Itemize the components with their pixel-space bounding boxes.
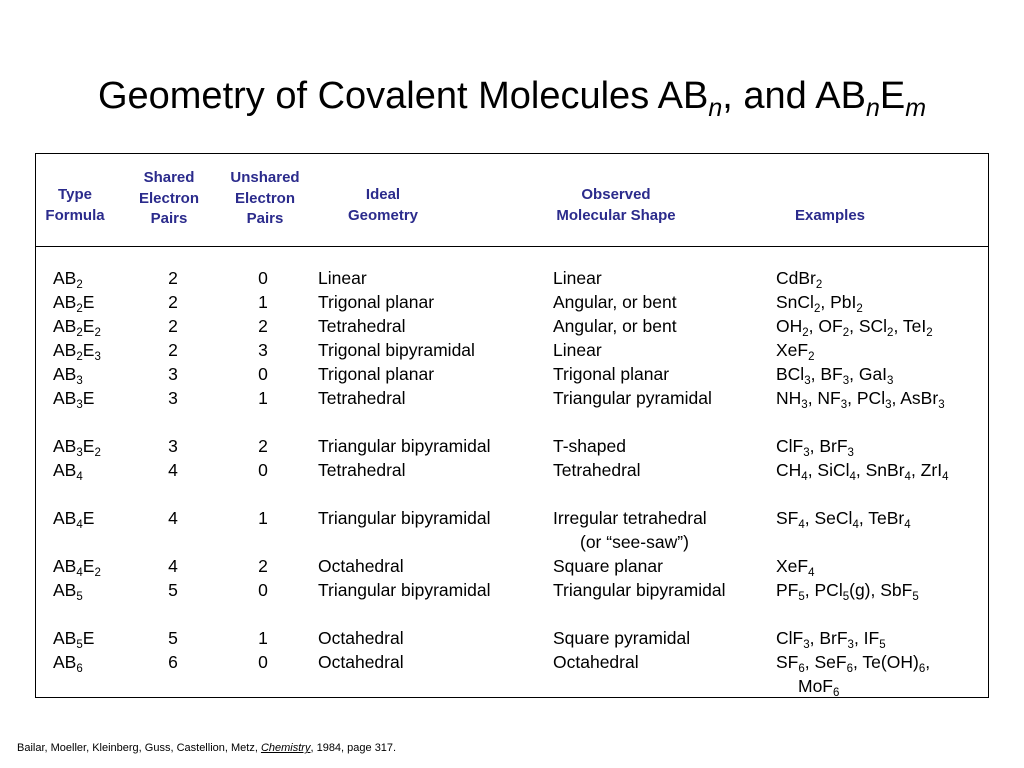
unshared-pairs-cell: 0 <box>258 460 268 480</box>
subscript: 4 <box>808 567 815 579</box>
unshared-pairs-cell: 2 <box>258 316 268 336</box>
subscript: 5 <box>76 591 83 603</box>
text-segment: AB <box>53 364 77 384</box>
text-segment: , SeF <box>804 652 847 672</box>
subscript: 2 <box>926 327 933 339</box>
text-segment: E <box>82 292 95 312</box>
text-segment: , IF <box>853 628 880 648</box>
subscript: 2 <box>94 327 101 339</box>
subscript: 4 <box>904 519 911 531</box>
type-formula-cell <box>53 364 83 387</box>
text-segment: AB <box>53 652 77 672</box>
subscript: 3 <box>842 375 850 387</box>
subscript: 3 <box>803 639 810 651</box>
type-formula-cell <box>53 556 101 579</box>
type-formula-cell <box>53 508 95 531</box>
subscript: 4 <box>798 519 805 531</box>
text-segment: SF <box>776 508 799 528</box>
subscript: 4 <box>849 471 856 483</box>
shared-pairs-cell: 4 <box>168 460 178 480</box>
examples-cell <box>776 580 919 603</box>
unshared-pairs-cell: 3 <box>258 340 268 360</box>
text-segment: , SnBr <box>855 460 905 480</box>
subscript: 2 <box>842 327 850 339</box>
text-segment: ClF <box>776 628 804 648</box>
shared-pairs-cell: 5 <box>168 580 178 600</box>
subscript: 5 <box>912 591 919 603</box>
subscript: 5 <box>842 591 850 603</box>
subscript: 3 <box>76 447 83 459</box>
subscript: 2 <box>802 327 809 339</box>
unshared-pairs-cell: 1 <box>258 628 268 648</box>
subscript: 4 <box>76 471 83 483</box>
examples-cell <box>776 436 854 459</box>
examples-cell <box>776 388 945 411</box>
text-segment: AB <box>53 460 77 480</box>
subscript: 2 <box>94 567 101 579</box>
ideal-geometry-cell: Octahedral <box>318 556 404 576</box>
shared-pairs-cell: 2 <box>168 316 178 336</box>
subscript: 5 <box>76 639 83 651</box>
unshared-pairs-cell: 0 <box>258 652 268 672</box>
text-segment: AB <box>53 628 77 648</box>
text-segment: NH <box>776 388 802 408</box>
observed-shape-cell: Tetrahedral <box>553 460 641 480</box>
text-segment: , <box>925 652 931 672</box>
text-segment: E <box>82 340 95 360</box>
subscript: 6 <box>833 687 840 699</box>
observed-shape-cell: Irregular tetrahedral <box>553 508 707 528</box>
subscript: 6 <box>798 663 805 675</box>
type-formula-cell <box>53 388 95 411</box>
shared-pairs-cell: 2 <box>168 292 178 312</box>
text-segment: BCl <box>776 364 805 384</box>
subscript: 5 <box>798 591 805 603</box>
subscript: 2 <box>76 303 83 315</box>
ideal-geometry-cell: Octahedral <box>318 628 404 648</box>
subscript: 2 <box>887 327 894 339</box>
header-observed-shape: Observed Molecular Shape <box>556 186 676 224</box>
unshared-pairs-cell: 1 <box>258 388 268 408</box>
text-segment: AB <box>53 388 77 408</box>
subscript: 6 <box>918 663 926 675</box>
page-title: Geometry of Covalent Molecules $AB_n$, and $AB_nE_m$ <box>97 75 927 122</box>
shared-pairs-cell: 3 <box>168 364 178 384</box>
observed-shape-cell: Triangular pyramidal <box>553 388 712 408</box>
subscript: 6 <box>76 663 83 675</box>
text-segment: OH <box>776 316 803 336</box>
unshared-pairs-cell: 2 <box>258 436 268 456</box>
type-formula-cell <box>53 316 101 339</box>
examples-cell <box>776 316 933 339</box>
text-segment: E <box>82 436 95 456</box>
unshared-pairs-cell: 2 <box>258 556 268 576</box>
subscript: 4 <box>76 567 83 579</box>
ideal-geometry-cell: Octahedral <box>318 652 404 672</box>
type-formula-cell <box>53 268 83 291</box>
subscript: 4 <box>904 471 911 483</box>
subscript: 3 <box>803 447 810 459</box>
ideal-geometry-cell: Triangular bipyramidal <box>318 580 491 600</box>
text-segment: , ZrI <box>910 460 943 480</box>
text-segment: , GaI <box>849 364 888 384</box>
examples-cell-continued <box>798 676 840 699</box>
text-segment: E <box>82 508 95 528</box>
type-formula-cell <box>53 652 83 675</box>
examples-cell <box>776 556 815 579</box>
type-formula-cell <box>53 460 83 483</box>
text-segment: E <box>82 316 95 336</box>
subscript: 2 <box>76 327 83 339</box>
subscript: 3 <box>94 351 101 363</box>
text-segment: , BrF <box>809 436 848 456</box>
text-segment: , TeBr <box>858 508 905 528</box>
shared-pairs-cell: 2 <box>168 268 178 288</box>
subscript: 2 <box>813 303 821 315</box>
subscript: 2 <box>76 351 83 363</box>
text-segment: PF <box>776 580 799 600</box>
observed-shape-cell: Triangular bipyramidal <box>553 580 726 600</box>
subscript: 4 <box>942 471 949 483</box>
ideal-geometry-cell: Trigonal planar <box>318 292 435 312</box>
subscript: 2 <box>76 279 83 291</box>
observed-shape-cell: Square pyramidal <box>553 628 691 648</box>
text-segment: AB <box>53 340 77 360</box>
text-segment: , PbI <box>820 292 857 312</box>
text-segment: AB <box>53 556 77 576</box>
subscript: 3 <box>76 375 83 387</box>
unshared-pairs-cell: 0 <box>258 364 268 384</box>
text-segment: ClF <box>776 436 804 456</box>
type-formula-cell <box>53 436 101 459</box>
shared-pairs-cell: 2 <box>168 340 178 360</box>
subscript: 3 <box>847 447 854 459</box>
text-segment: CdBr <box>776 268 816 288</box>
subscript: 2 <box>808 351 815 363</box>
text-segment: XeF <box>776 556 809 576</box>
observed-shape-cell: T-shaped <box>553 436 626 456</box>
shared-pairs-cell: 3 <box>168 436 178 456</box>
observed-shape-cell: Octahedral <box>553 652 639 672</box>
text-segment: , PCl <box>804 580 843 600</box>
text-segment: , OF <box>808 316 843 336</box>
header-divider <box>35 246 989 247</box>
type-formula-cell <box>53 340 101 363</box>
text-segment: , SeCl <box>804 508 853 528</box>
shared-pairs-cell: 4 <box>168 508 178 528</box>
ideal-geometry-cell: Tetrahedral <box>318 388 406 408</box>
observed-shape-cell: Linear <box>553 340 602 360</box>
text-segment: AB <box>53 292 77 312</box>
text-segment: AB <box>53 316 77 336</box>
subscript: 4 <box>801 471 808 483</box>
subscript: 2 <box>856 303 863 315</box>
subscript: 3 <box>938 399 945 411</box>
subscript: 6 <box>846 663 854 675</box>
subscript: 2 <box>94 447 101 459</box>
shared-pairs-cell: 5 <box>168 628 178 648</box>
subscript: 3 <box>840 399 848 411</box>
examples-cell <box>776 460 949 483</box>
shared-pairs-cell: 3 <box>168 388 178 408</box>
examples-cell <box>776 292 863 315</box>
table-frame <box>35 153 989 698</box>
text-segment: E <box>82 628 95 648</box>
text-segment: , NF <box>807 388 841 408</box>
text-segment: AB <box>53 508 77 528</box>
ideal-geometry-cell: Triangular bipyramidal <box>318 508 491 528</box>
examples-cell <box>776 268 823 291</box>
header-type-formula: Type Formula <box>45 186 105 224</box>
subscript: 3 <box>801 399 808 411</box>
text-segment: , SCl <box>849 316 888 336</box>
text-segment: MoF <box>798 676 833 696</box>
unshared-pairs-cell: 1 <box>258 508 268 528</box>
ideal-geometry-cell: Linear <box>318 268 367 288</box>
examples-cell <box>776 628 886 651</box>
observed-shape-cell: Trigonal planar <box>553 364 670 384</box>
header-examples: Examples <box>794 207 866 224</box>
header-shared-pairs: Shared Electron Pairs <box>138 169 199 227</box>
subscript: 3 <box>804 375 811 387</box>
unshared-pairs-cell: 0 <box>258 580 268 600</box>
text-segment: AB <box>53 580 77 600</box>
text-segment: , SiCl <box>807 460 850 480</box>
text-segment: , TeI <box>893 316 927 336</box>
unshared-pairs-cell: 1 <box>258 292 268 312</box>
header-ideal-geometry: Ideal Geometry <box>347 186 419 224</box>
subscript: 5 <box>879 639 886 651</box>
shared-pairs-cell: 4 <box>168 556 178 576</box>
text-segment: E <box>82 556 95 576</box>
subscript: 3 <box>847 639 854 651</box>
examples-cell <box>776 508 911 531</box>
observed-shape-note: (or “see-saw”) <box>580 532 689 552</box>
ideal-geometry-cell: Trigonal planar <box>318 364 435 384</box>
type-formula-cell <box>53 580 83 603</box>
text-segment: (g), SbF <box>849 580 913 600</box>
text-segment: , BF <box>810 364 843 384</box>
text-segment: AB <box>53 268 77 288</box>
text-segment: , BrF <box>809 628 848 648</box>
subscript: 2 <box>815 279 823 291</box>
text-segment: XeF <box>776 340 809 360</box>
subscript: 4 <box>76 519 83 531</box>
text-segment: E <box>82 388 95 408</box>
observed-shape-cell: Linear <box>553 268 602 288</box>
ideal-geometry-cell: Triangular bipyramidal <box>318 436 491 456</box>
examples-cell <box>776 340 815 363</box>
text-segment: SF <box>776 652 799 672</box>
text-segment: , PCl <box>847 388 886 408</box>
unshared-pairs-cell: 0 <box>258 268 268 288</box>
type-formula-cell <box>53 292 95 315</box>
text-segment: , Te(OH) <box>853 652 919 672</box>
subscript: 3 <box>76 399 83 411</box>
observed-shape-cell: Square planar <box>553 556 663 576</box>
examples-cell <box>776 652 931 675</box>
text-segment: SnCl <box>776 292 814 312</box>
observed-shape-cell: Angular, or bent <box>553 316 677 336</box>
citation: Bailar, Moeller, Kleinberg, Guss, Castellion, Metz, Chemistry, 1984, page 317. <box>17 742 397 754</box>
ideal-geometry-cell: Tetrahedral <box>318 460 406 480</box>
subscript: 3 <box>887 375 894 387</box>
ideal-geometry-cell: Tetrahedral <box>318 316 406 336</box>
examples-cell <box>776 364 894 387</box>
shared-pairs-cell: 6 <box>168 652 178 672</box>
subscript: 3 <box>885 399 892 411</box>
subscript: 4 <box>852 519 859 531</box>
type-formula-cell <box>53 628 95 651</box>
ideal-geometry-cell: Trigonal bipyramidal <box>318 340 475 360</box>
observed-shape-cell: Angular, or bent <box>553 292 677 312</box>
header-unshared-pairs: Unshared Electron Pairs <box>230 169 300 227</box>
text-segment: AB <box>53 436 77 456</box>
text-segment: , AsBr <box>891 388 939 408</box>
text-segment: CH <box>776 460 802 480</box>
